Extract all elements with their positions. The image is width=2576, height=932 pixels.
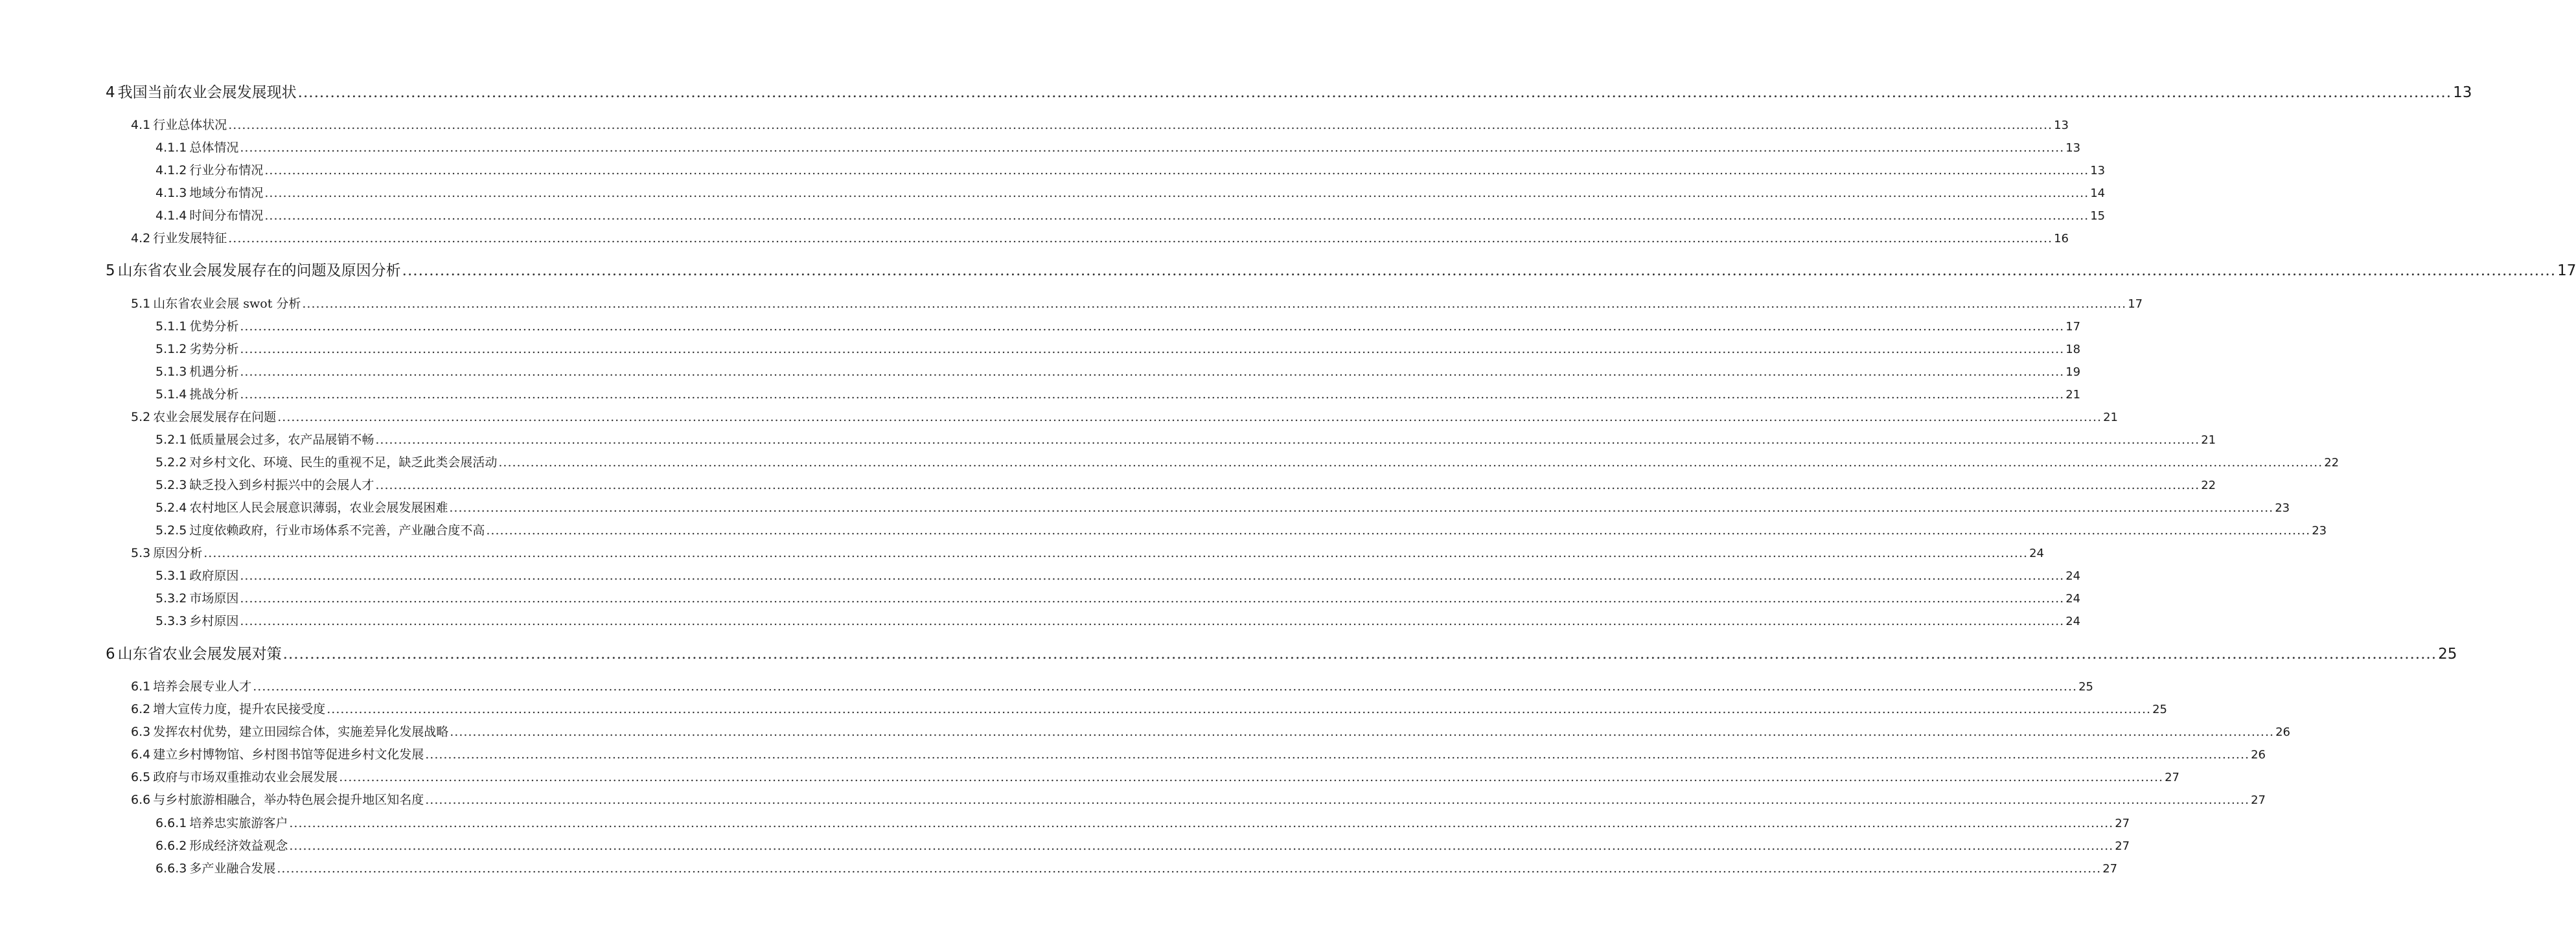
toc-entry-number: 5.2.4 xyxy=(155,501,187,515)
toc-entry[interactable] xyxy=(155,362,2081,380)
toc-dot-leader: ................................................................................................................................................................................................................................................................................................................................................................................................................ xyxy=(253,679,2078,694)
toc-entry-title: 增大宣传力度，提升农民接受度 xyxy=(153,702,326,716)
toc-entry-page: 26 xyxy=(2251,748,2266,762)
toc-entry[interactable] xyxy=(155,611,2081,630)
toc-entry-page: 23 xyxy=(2312,524,2327,538)
toc-entry-label xyxy=(131,699,325,717)
toc-entry-label xyxy=(155,566,238,584)
toc-entry-number: 5.2 xyxy=(131,410,151,424)
toc-entry[interactable] xyxy=(155,836,2130,854)
toc-entry-title: 发挥农村优势，建立田园综合体，实施差异化发展战略 xyxy=(153,725,449,739)
toc-entry-title: 行业分布情况 xyxy=(189,163,264,177)
toc-dot-leader: ................................................................................................................................................................................................................................................................................................................................................................................................................ xyxy=(240,141,2065,155)
toc-entry[interactable] xyxy=(155,385,2081,403)
toc-entry[interactable] xyxy=(155,183,2106,201)
toc-entry-page: 17 xyxy=(2557,262,2576,279)
toc-entry-label xyxy=(106,258,401,280)
toc-dot-leader: ................................................................................................................................................................................................................................................................................................................................................................................................................ xyxy=(240,591,2065,606)
toc-entry-label xyxy=(131,407,276,425)
toc-entry-page: 25 xyxy=(2438,646,2457,663)
toc-entry-page: 13 xyxy=(2090,164,2106,177)
toc-entry-page: 26 xyxy=(2275,725,2290,739)
toc-entry-title: 农业会展发展存在问题 xyxy=(153,410,277,424)
toc-dot-leader: ................................................................................................................................................................................................................................................................................................................................................................................................................ xyxy=(264,186,2089,200)
toc-entry-number: 4.1 xyxy=(131,118,151,132)
toc-entry-title: 时间分布情况 xyxy=(189,209,264,223)
toc-dot-leader: ................................................................................................................................................................................................................................................................................................................................................................................................................ xyxy=(375,478,2200,492)
toc-entry[interactable] xyxy=(155,475,2216,494)
toc-entry-title: 培养会展专业人才 xyxy=(153,679,252,694)
toc-entry-label xyxy=(155,453,497,470)
toc-entry-title: 乡村原因 xyxy=(189,614,239,628)
toc-entry-title: 机遇分析 xyxy=(189,365,239,379)
toc-dot-leader: ................................................................................................................................................................................................................................................................................................................................................................................................................ xyxy=(277,861,2102,876)
toc-entry-title: 建立乡村博物馆、乡村图书馆等促进乡村文化发展 xyxy=(153,747,424,762)
toc-entry-number: 5.1.3 xyxy=(155,365,187,379)
toc-entry-title: 缺乏投入到乡村振兴中的会展人才 xyxy=(189,478,374,492)
toc-entry-number: 5.2.2 xyxy=(155,455,187,470)
toc-dot-leader: ................................................................................................................................................................................................................................................................................................................................................................................................................ xyxy=(449,501,2274,515)
toc-entry-page: 13 xyxy=(2054,119,2069,132)
toc-entry-title: 劣势分析 xyxy=(189,342,239,356)
toc-entry[interactable] xyxy=(131,767,2179,786)
toc-dot-leader: ................................................................................................................................................................................................................................................................................................................................................................................................................ xyxy=(425,793,2250,807)
toc-entry-label xyxy=(155,430,374,448)
toc-dot-leader: ................................................................................................................................................................................................................................................................................................................................................................................................................ xyxy=(302,297,2127,311)
toc-entry[interactable] xyxy=(155,138,2081,156)
toc-entry-label xyxy=(155,859,275,876)
toc-entry-label xyxy=(155,611,238,629)
toc-entry-title: 原因分析 xyxy=(153,546,203,560)
toc-entry-title: 市场原因 xyxy=(189,591,239,606)
toc-entry-page: 21 xyxy=(2065,388,2081,402)
toc-entry-number: 6.6 xyxy=(131,793,151,807)
toc-entry-label xyxy=(155,589,238,606)
toc-entry-title: 山东省农业会展 swot 分析 xyxy=(153,297,301,311)
toc-entry-label xyxy=(131,790,424,808)
toc-entry[interactable] xyxy=(131,745,2266,763)
toc-entry-label xyxy=(155,475,374,493)
toc-entry-label xyxy=(131,229,227,246)
toc-entry-title: 多产业融合发展 xyxy=(189,861,276,876)
toc-dot-leader: ................................................................................................................................................................................................................................................................................................................................................................................................................ xyxy=(228,231,2053,245)
toc-entry[interactable] xyxy=(155,206,2106,224)
toc-entry-page: 27 xyxy=(2165,771,2179,784)
toc-entry-title: 政府与市场双重推动农业会展发展 xyxy=(153,770,338,784)
toc-entry-page: 15 xyxy=(2090,209,2106,223)
toc-entry-label xyxy=(155,498,448,516)
toc-entry-label xyxy=(131,767,338,785)
toc-entry-title: 农村地区人民会展意识薄弱，农业会展发展困难 xyxy=(189,501,448,515)
toc-entry[interactable] xyxy=(131,229,2069,247)
toc-entry-label xyxy=(155,339,238,357)
toc-dot-leader: ................................................................................................................................................................................................................................................................................................................................................................................................................ xyxy=(402,262,2557,279)
toc-entry-title: 与乡村旅游相融合，举办特色展会提升地区知名度 xyxy=(153,793,424,807)
toc-dot-leader: ................................................................................................................................................................................................................................................................................................................................................................................................................ xyxy=(425,747,2250,762)
toc-entry[interactable] xyxy=(155,566,2081,584)
toc-entry-number: 4.1.3 xyxy=(155,186,187,200)
toc-entry-number: 5.2.5 xyxy=(155,523,187,538)
toc-entry-page: 27 xyxy=(2102,862,2118,876)
toc-entry-page: 19 xyxy=(2065,365,2081,379)
toc-entry-label xyxy=(131,543,202,561)
toc-entry[interactable] xyxy=(155,317,2081,335)
toc-entry[interactable] xyxy=(131,407,2118,426)
toc-entry-page: 13 xyxy=(2065,141,2081,155)
toc-entry-page: 16 xyxy=(2054,232,2069,245)
toc-entry-page: 17 xyxy=(2065,320,2081,334)
toc-entry[interactable] xyxy=(155,161,2106,179)
toc-entry[interactable] xyxy=(155,813,2130,832)
toc-entry[interactable] xyxy=(155,498,2290,516)
toc-entry-number: 6.6.3 xyxy=(155,861,187,876)
toc-entry-title: 优势分析 xyxy=(189,319,239,334)
toc-entry-page: 14 xyxy=(2090,187,2106,200)
toc-entry-page: 24 xyxy=(2065,592,2081,606)
toc-entry-title: 对乡村文化、环境、民生的重视不足，缺乏此类会展活动 xyxy=(189,455,498,470)
toc-entry[interactable] xyxy=(131,294,2143,312)
toc-entry-page: 21 xyxy=(2201,433,2216,447)
toc-entry-number: 6.6.2 xyxy=(155,839,187,853)
toc-entry-number: 5.3.1 xyxy=(155,569,187,583)
toc-dot-leader: ................................................................................................................................................................................................................................................................................................................................................................................................................ xyxy=(240,387,2065,402)
toc-entry-page: 23 xyxy=(2275,501,2290,515)
toc-entry-number: 6.2 xyxy=(131,702,151,716)
toc-entry-page: 24 xyxy=(2029,547,2044,560)
toc-entry-page: 18 xyxy=(2065,343,2081,356)
toc-entry[interactable] xyxy=(131,699,2167,718)
toc-dot-leader: ................................................................................................................................................................................................................................................................................................................................................................................................................ xyxy=(264,163,2089,177)
toc-entry[interactable] xyxy=(131,790,2266,808)
toc-entry-label xyxy=(131,722,448,740)
toc-entry-page: 17 xyxy=(2128,297,2143,311)
toc-entry-number: 5.2.3 xyxy=(155,478,187,492)
toc-entry-title: 山东省农业会展发展对策 xyxy=(117,646,282,663)
toc-entry-title: 我国当前农业会展发展现状 xyxy=(117,84,297,101)
toc-entry-label xyxy=(131,294,301,312)
toc-entry-number: 6.1 xyxy=(131,679,151,694)
toc-entry[interactable] xyxy=(155,521,2327,539)
toc-entry-number: 6.4 xyxy=(131,747,151,762)
toc-entry-number: 5.1.1 xyxy=(155,319,187,334)
toc-entry[interactable] xyxy=(155,453,2340,471)
toc-entry[interactable] xyxy=(106,258,2576,280)
toc-entry-label xyxy=(131,677,251,694)
toc-entry-number: 6 xyxy=(106,646,115,663)
toc-entry-label xyxy=(155,521,485,538)
toc-dot-leader: ................................................................................................................................................................................................................................................................................................................................................................................................................ xyxy=(240,342,2065,356)
toc-entry-label xyxy=(155,138,238,155)
toc-entry-page: 25 xyxy=(2078,680,2093,694)
toc-entry-title: 政府原因 xyxy=(189,569,239,583)
toc-entry-number: 5.2.1 xyxy=(155,433,187,447)
toc-dot-leader: ................................................................................................................................................................................................................................................................................................................................................................................................................ xyxy=(277,410,2102,424)
toc-entry[interactable] xyxy=(131,677,2093,695)
toc-entry[interactable] xyxy=(131,115,2069,133)
toc-entry-title: 挑战分析 xyxy=(189,387,239,402)
toc-entry-label xyxy=(155,813,288,831)
toc-entry-title: 行业发展特征 xyxy=(153,231,227,245)
toc-entry-number: 4.1.1 xyxy=(155,141,187,155)
toc-entry-label xyxy=(155,183,263,201)
toc-dot-leader: ................................................................................................................................................................................................................................................................................................................................................................................................................ xyxy=(289,839,2114,853)
toc-entry-title: 形成经济效益观念 xyxy=(189,839,288,853)
toc-entry-label xyxy=(131,745,424,762)
toc-entry-label xyxy=(155,206,263,223)
toc-dot-leader: ................................................................................................................................................................................................................................................................................................................................................................................................................ xyxy=(240,614,2065,628)
toc-dot-leader: ................................................................................................................................................................................................................................................................................................................................................................................................................ xyxy=(498,455,2323,470)
toc-entry[interactable] xyxy=(131,722,2290,740)
toc-entry-title: 过度依赖政府，行业市场体系不完善，产业融合度不高 xyxy=(189,523,485,538)
toc-entry-page: 25 xyxy=(2152,703,2167,716)
toc-entry-number: 4.2 xyxy=(131,231,151,245)
toc-entry-title: 行业总体状况 xyxy=(153,118,227,132)
toc-dot-leader: ................................................................................................................................................................................................................................................................................................................................................................................................................ xyxy=(203,546,2029,560)
toc-entry-label xyxy=(155,362,238,380)
toc-entry-number: 6.6.1 xyxy=(155,816,187,830)
toc-entry-page: 24 xyxy=(2065,569,2081,583)
toc-entry-label xyxy=(106,642,282,663)
toc-entry[interactable] xyxy=(106,642,2457,664)
toc-entry-page: 27 xyxy=(2115,817,2130,830)
toc-entry-number: 4 xyxy=(106,84,115,101)
toc-entry[interactable] xyxy=(155,859,2118,877)
toc-dot-leader: ................................................................................................................................................................................................................................................................................................................................................................................................................ xyxy=(486,523,2311,538)
toc-dot-leader: ................................................................................................................................................................................................................................................................................................................................................................................................................ xyxy=(240,569,2065,583)
toc-dot-leader: ................................................................................................................................................................................................................................................................................................................................................................................................................ xyxy=(375,433,2200,447)
toc-entry-page: 13 xyxy=(2453,84,2472,101)
toc-entry-label xyxy=(155,161,263,178)
toc-entry-label xyxy=(106,80,297,102)
toc-entry[interactable] xyxy=(131,543,2044,562)
toc-entry-number: 4.1.2 xyxy=(155,163,187,177)
toc-entry-page: 24 xyxy=(2065,615,2081,628)
toc-entry[interactable] xyxy=(155,589,2081,607)
toc-entry-number: 5.3.2 xyxy=(155,591,187,606)
toc-dot-leader: ................................................................................................................................................................................................................................................................................................................................................................................................................ xyxy=(297,84,2452,101)
toc-entry-label xyxy=(131,115,227,133)
toc-entry-label xyxy=(155,317,238,334)
toc-entry[interactable] xyxy=(155,430,2216,448)
toc-dot-leader: ................................................................................................................................................................................................................................................................................................................................................................................................................ xyxy=(228,118,2053,132)
toc-entry-number: 4.1.4 xyxy=(155,209,187,223)
toc-dot-leader: ................................................................................................................................................................................................................................................................................................................................................................................................................ xyxy=(282,646,2437,663)
toc-entry-number: 5.1.4 xyxy=(155,387,187,402)
toc-entry-number: 6.3 xyxy=(131,725,151,739)
toc-dot-leader: ................................................................................................................................................................................................................................................................................................................................................................................................................ xyxy=(264,209,2089,223)
toc-entry[interactable] xyxy=(155,339,2081,358)
toc-entry-title: 培养忠实旅游客户 xyxy=(189,816,288,830)
toc-entry-title: 低质量展会过多，农产品展销不畅 xyxy=(189,433,374,447)
toc-entry-page: 27 xyxy=(2251,793,2266,807)
toc-entry-number: 5.3 xyxy=(131,546,151,560)
toc-entry-number: 6.5 xyxy=(131,770,151,784)
toc-dot-leader: ................................................................................................................................................................................................................................................................................................................................................................................................................ xyxy=(450,725,2275,739)
toc-entry-page: 27 xyxy=(2115,839,2130,853)
toc-dot-leader: ................................................................................................................................................................................................................................................................................................................................................................................................................ xyxy=(240,365,2065,379)
toc-dot-leader: ................................................................................................................................................................................................................................................................................................................................................................................................................ xyxy=(240,319,2065,334)
toc-entry[interactable] xyxy=(106,80,2472,102)
toc-entry-label xyxy=(155,385,238,402)
toc-entry-page: 22 xyxy=(2324,456,2340,470)
toc-entry-number: 5.1 xyxy=(131,297,151,311)
toc-dot-leader: ................................................................................................................................................................................................................................................................................................................................................................................................................ xyxy=(339,770,2164,784)
toc-entry-number: 5.1.2 xyxy=(155,342,187,356)
toc-entry-page: 22 xyxy=(2201,479,2216,492)
toc-entry-title: 山东省农业会展发展存在的问题及原因分析 xyxy=(117,262,401,279)
toc-entry-number: 5 xyxy=(106,262,115,279)
toc-dot-leader: ................................................................................................................................................................................................................................................................................................................................................................................................................ xyxy=(327,702,2152,716)
toc-entry-title: 总体情况 xyxy=(189,141,239,155)
toc-entry-title: 地域分布情况 xyxy=(189,186,264,200)
toc-entry-number: 5.3.3 xyxy=(155,614,187,628)
toc-entry-label xyxy=(155,836,288,854)
toc-dot-leader: ................................................................................................................................................................................................................................................................................................................................................................................................................ xyxy=(289,816,2114,830)
toc-entry-page: 21 xyxy=(2103,411,2118,424)
